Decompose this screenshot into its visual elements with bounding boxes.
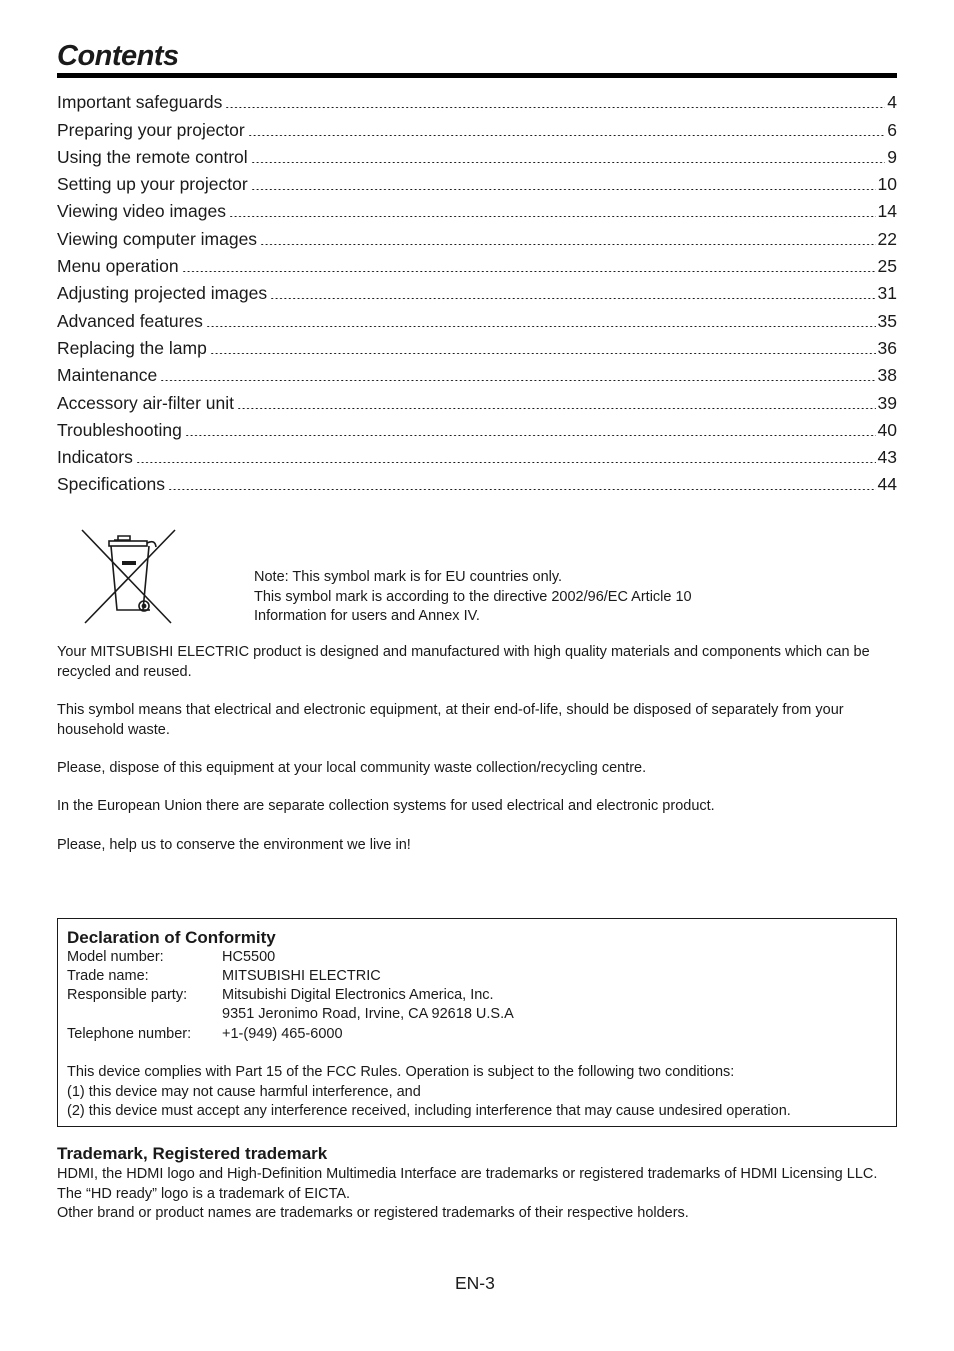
toc-entry-page: 44 [877,474,897,495]
toc-dot-leader [136,462,876,463]
conformity-field-label: Trade name: [67,968,149,984]
conformity-field-value: MITSUBISHI ELECTRIC [222,968,381,984]
declaration-of-conformity-box [57,918,897,1127]
weee-note-line: Information for users and Annex IV. [254,608,480,624]
toc-dot-leader [182,271,876,272]
toc-entry-title: Replacing the lamp [57,337,207,358]
toc-entry-title: Maintenance [57,365,158,386]
toc-entry[interactable] [57,277,897,304]
toc-entry[interactable] [57,195,897,222]
toc-dot-leader [168,489,876,490]
toc-entry[interactable] [57,304,897,331]
toc-entry[interactable] [57,168,897,195]
toc-entry[interactable] [57,141,897,168]
weee-paragraph: Please, help us to conserve the environment we live in! [57,837,411,853]
conformity-field-value: Mitsubishi Digital Electronics America, Inc. [222,987,494,1003]
trademark-line: The “HD ready” logo is a trademark of EICTA. [57,1185,351,1202]
toc-entry-page: 31 [877,283,897,304]
conformity-field-label: Telephone number: [67,1026,192,1042]
toc-entry-title: Using the remote control [57,146,248,167]
toc-entry[interactable] [57,414,897,441]
toc-dot-leader [251,162,886,163]
toc-dot-leader [237,408,876,409]
toc-entry-page: 35 [877,310,897,331]
toc-dot-leader [210,353,876,354]
toc-entry-title: Menu operation [57,256,179,277]
toc-dot-leader [206,326,876,327]
fcc-statement-line: (1) this device may not cause harmful interference, and [67,1083,421,1100]
weee-paragraph: This symbol means that electrical and electronic equipment, at their end-of-life, should be disposed of separately from your household waste. [57,702,844,738]
toc-entry-title: Accessory air-filter unit [57,392,234,413]
toc-entry-title: Important safeguards [57,92,223,113]
conformity-field-value: 9351 Jeronimo Road, Irvine, CA 92618 U.S.A [222,1006,514,1022]
weee-note-line: This symbol mark is according to the directive 2002/96/EC Article 10 [254,588,692,605]
toc-entry-title: Setting up your projector [57,174,248,195]
toc-entry-title: Preparing your projector [57,119,245,140]
toc-entry-page: 6 [887,119,897,140]
toc-dot-leader [225,107,885,108]
toc-entry[interactable] [57,332,897,359]
toc-entry-page: 38 [877,365,897,386]
toc-entry-title: Advanced features [57,310,203,331]
toc-entry[interactable] [57,386,897,413]
conformity-field-value: HC5500 [222,949,276,965]
toc-entry-title: Viewing video images [57,201,226,222]
toc-dot-leader [270,298,875,299]
weee-paragraph: Please, dispose of this equipment at your local community waste collection/recycling centre. [57,760,647,776]
fcc-statement [67,1063,892,1122]
toc-entry-page: 25 [877,256,897,277]
conformity-field-value: +1-(949) 465-6000 [222,1026,343,1042]
toc-dot-leader [251,189,876,190]
weee-note [254,568,692,627]
weee-note-line: Note: This symbol mark is for EU countries only. [254,569,563,585]
toc-dot-leader [248,135,886,136]
fcc-statement-line: This device complies with Part 15 of the FCC Rules. Operation is subject to the following two conditions: [67,1064,735,1080]
crossed-out-wheelie-bin-icon [80,528,177,626]
toc-dot-leader [160,380,875,381]
toc-dot-leader [185,435,876,436]
toc-entry-page: 40 [877,419,897,440]
toc-entry-page: 14 [877,201,897,222]
conformity-field-label: Model number: [67,949,164,965]
toc-dot-leader [260,244,875,245]
toc-dot-leader [229,216,876,217]
conformity-heading: Declaration of Conformity [67,928,276,947]
page-number: EN-3 [455,1273,495,1293]
toc-entry[interactable] [57,468,897,495]
toc-entry-page: 4 [887,92,897,113]
toc-entry-title: Troubleshooting [57,419,182,440]
fcc-statement-line: (2) this device must accept any interference received, including interference that may cause undesired operation. [67,1103,791,1119]
table-of-contents [57,86,897,495]
trademark-line: HDMI, the HDMI logo and High-Definition Multimedia Interface are trademarks or registered trademarks of HDMI Licensing LLC. [57,1166,878,1182]
toc-entry-title: Viewing computer images [57,228,258,249]
toc-entry[interactable] [57,359,897,386]
toc-entry[interactable] [57,86,897,113]
toc-entry[interactable] [57,441,897,468]
page-title: Contents [57,40,179,72]
weee-paragraph: Your MITSUBISHI ELECTRIC product is designed and manufactured with high quality materials and components which can be recycled and reused. [57,644,870,680]
toc-entry-page: 43 [877,447,897,468]
trademark-heading: Trademark, Registered trademark [57,1144,328,1163]
toc-entry[interactable] [57,113,897,140]
toc-entry[interactable] [57,222,897,249]
toc-entry-page: 9 [887,146,897,167]
weee-paragraph: In the European Union there are separate collection systems for used electrical and electronic product. [57,798,715,814]
conformity-field-label: Responsible party: [67,987,188,1003]
title-rule [57,73,897,78]
toc-entry-page: 36 [877,337,897,358]
toc-entry-page: 22 [877,228,897,249]
toc-entry[interactable] [57,250,897,277]
trademark-line: Other brand or product names are trademarks or registered trademarks of their respective holders. [57,1205,689,1221]
toc-entry-page: 10 [877,174,897,195]
toc-entry-page: 39 [877,392,897,413]
toc-entry-title: Adjusting projected images [57,283,268,304]
toc-entry-title: Indicators [57,447,133,468]
toc-entry-title: Specifications [57,474,165,495]
trademark-text [57,1165,897,1224]
